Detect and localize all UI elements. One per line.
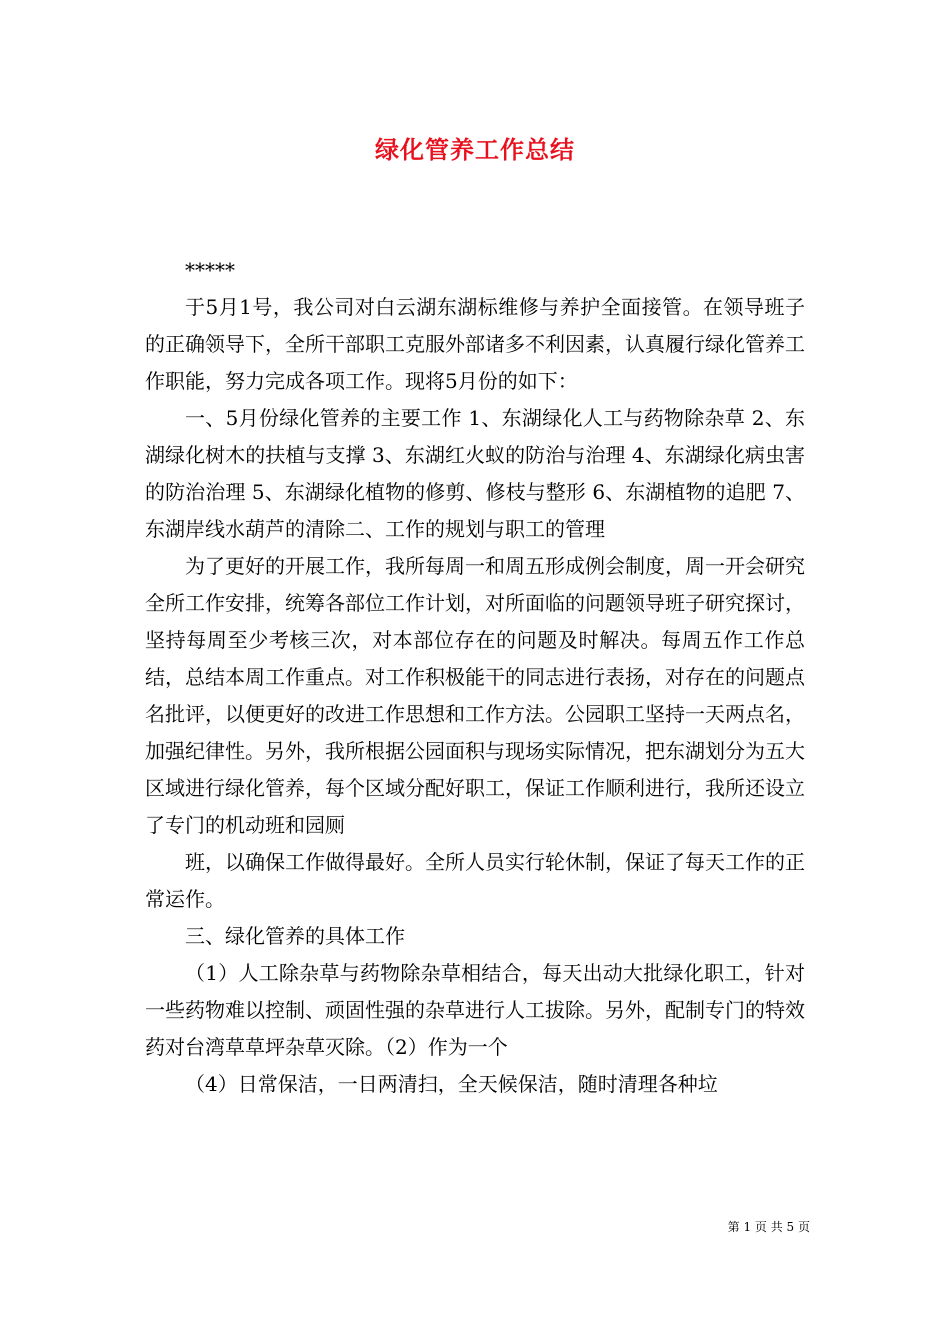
paragraph-management: 为了更好的开展工作，我所每周一和周五形成例会制度，周一开会研究全所工作安排，统筹各部位工作计划，对所面临的问题领导班子研究探讨，坚持每周至少考核三次，对本部位存在的问题及时解决。每周五作工作总结，总结本周工作重点。对工作积极能干的同志进行表扬，对存在的问题点名批评，以便更好的改进工作思想和工作方法。公园职工坚持一天两点名，加强纪律性。另外，我所根据公园面积与现场实际情况，把东湖划分为五大区域进行绿化管养，每个区域分配好职工，保证工作顺利进行，我所还设立了专门的机动班和园厕: [145, 554, 805, 837]
document-title: 绿化管养工作总结: [375, 135, 575, 164]
paragraph-weeding: （1）人工除杂草与药物除杂草相结合，每天出动大批绿化职工，针对一些药物难以控制、顽固性强的杂草进行人工拔除。另外，配制专门的特效药对台湾草草坪杂草灭除。（2）作为一个: [145, 961, 805, 1059]
page-number-footer: 第 1 页 共 5 页: [727, 1220, 810, 1234]
paragraph-main-work: 一、5月份绿化管养的主要工作 1、东湖绿化人工与药物除杂草 2、东湖绿化树木的扶植与支撑 3、东湖红火蚁的防治与治理 4、东湖绿化病虫害的防治治理 5、东湖绿化植物的修剪、修枝与整形 6、东湖植物的追肥 7、东湖岸线水葫芦的清除二、工作的规划与职工的管理: [145, 406, 805, 541]
paragraph-cleaning: （4）日常保洁，一日两清扫，全天候保洁，随时清理各种垃: [185, 1072, 718, 1096]
paragraph-rotation: 班，以确保工作做得最好。全所人员实行轮休制，保证了每天工作的正常运作。: [145, 850, 805, 911]
document-body: [145, 252, 805, 1103]
paragraph-section-three-heading: 三、绿化管养的具体工作: [185, 924, 405, 948]
paragraph-author-placeholder: *****: [185, 258, 235, 282]
paragraph-intro: 于5月1号，我公司对白云湖东湖标维修与养护全面接管。在领导班子的正确领导下，全所干部职工克服外部诸多不利因素，认真履行绿化管养工作职能，努力完成各项工作。现将5月份的如下：: [145, 295, 805, 393]
